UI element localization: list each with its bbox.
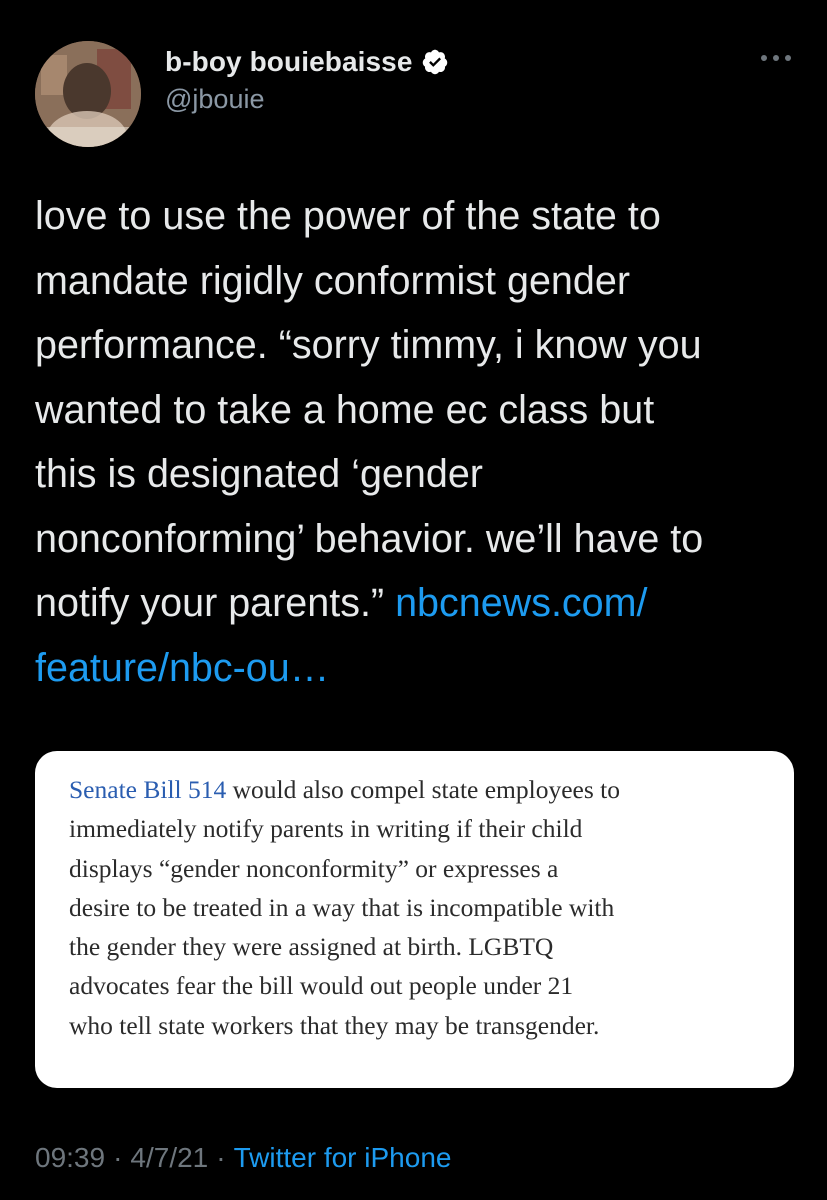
tweet-time[interactable]: 09:39: [35, 1142, 106, 1173]
handle[interactable]: @jbouie: [165, 84, 265, 114]
tweet-source[interactable]: Twitter for iPhone: [233, 1142, 452, 1173]
tweet-link-part1[interactable]: nbcnews.com/: [395, 581, 648, 625]
more-dot: [785, 55, 791, 61]
more-dot: [761, 55, 767, 61]
avatar[interactable]: [35, 41, 141, 147]
display-name[interactable]: b-boy bouiebaisse: [165, 46, 413, 77]
meta-separator: ·: [216, 1142, 226, 1173]
attached-image-text: [69, 770, 769, 1045]
attached-image[interactable]: [35, 751, 794, 1088]
verified-badge-icon: [421, 48, 449, 76]
name-row: [165, 44, 449, 80]
tweet-link-part2[interactable]: feature/nbc-ou…: [35, 645, 330, 690]
user-info: [165, 44, 449, 115]
meta-separator: ·: [113, 1142, 123, 1173]
tweet-text: [35, 184, 805, 700]
senate-bill-link: Senate Bill 514: [69, 775, 227, 804]
more-horizontal-icon[interactable]: [761, 52, 791, 64]
avatar-image: [35, 41, 141, 147]
attached-image-body: would also compel state employees to immediately notify parents in writing if their child displays “gender nonconformity” or expresses a desire to be treated in a way that is incompatible with the gender they were assigned at birth. LGBTQ advocates fear the bill would out people under 21 who tell state workers that they may be transgender.: [69, 775, 620, 1040]
tweet-meta: [35, 1142, 451, 1174]
tweet-body: love to use the power of the state to mandate rigidly conformist gender performance. “sorry timmy, i know you wanted to take a home ec class but this is designated ‘gender nonconforming’ behavior. we’ll have to notify your parents.”: [35, 194, 704, 625]
more-dot: [773, 55, 779, 61]
tweet-date[interactable]: 4/7/21: [130, 1142, 209, 1173]
